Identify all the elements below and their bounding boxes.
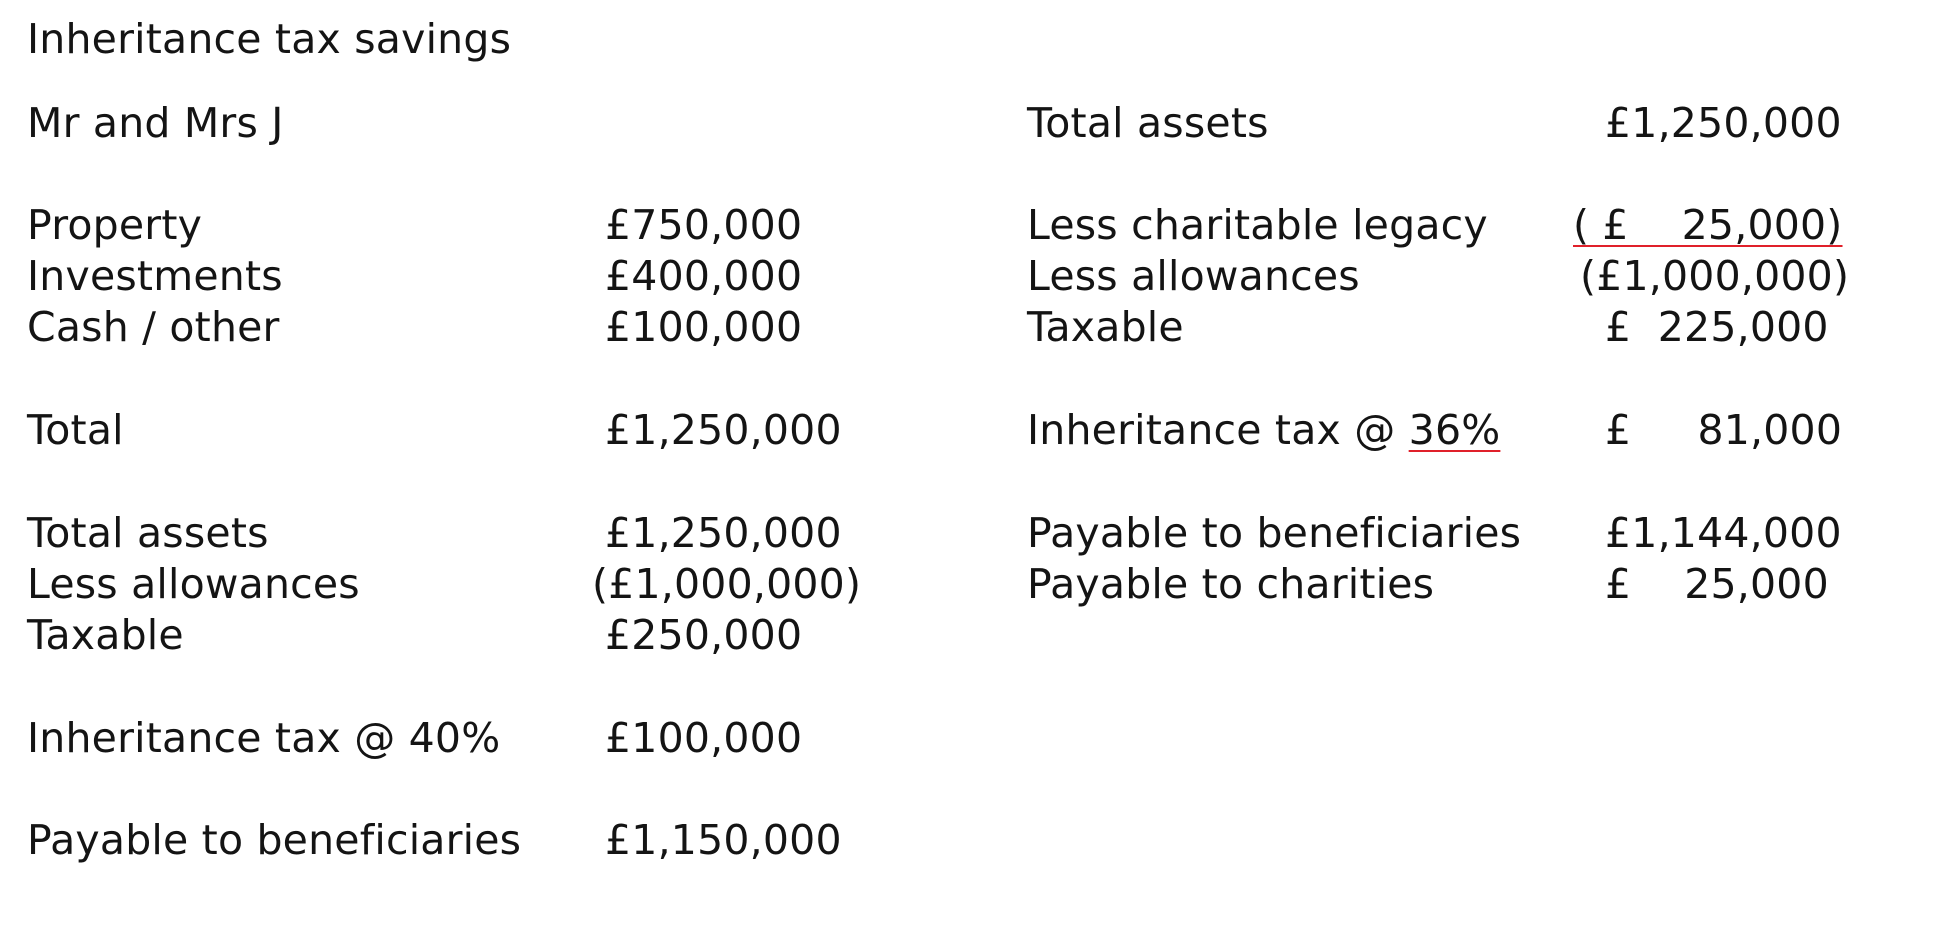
right-taxable-label: Taxable xyxy=(1027,303,1184,351)
asset-label-property: Property xyxy=(27,201,203,249)
tax-label: Inheritance tax @ 40% xyxy=(27,714,501,762)
calc-label-total-assets: Total assets xyxy=(27,509,269,557)
payable-label: Payable to beneficiaries xyxy=(27,816,522,864)
right-charitable-legacy-label: Less charitable legacy xyxy=(1027,201,1488,249)
total-label: Total xyxy=(27,406,124,454)
right-taxable-value: £ 225,000 xyxy=(1605,303,1829,351)
right-payable-beneficiaries-value: £1,144,000 xyxy=(1605,509,1842,557)
asset-value-investments: £400,000 xyxy=(605,252,803,300)
calc-label-less-allowances: Less allowances xyxy=(27,560,360,608)
calc-value-total-assets: £1,250,000 xyxy=(605,509,842,557)
right-total-assets-value: £1,250,000 xyxy=(1605,99,1842,147)
right-tax-rate: 36% xyxy=(1408,406,1501,454)
payable-value: £1,150,000 xyxy=(605,816,842,864)
right-total-assets-label: Total assets xyxy=(1027,99,1269,147)
right-less-allowances-label: Less allowances xyxy=(1027,252,1360,300)
asset-label-cash: Cash / other xyxy=(27,303,280,351)
right-payable-charities-label: Payable to charities xyxy=(1027,560,1435,608)
client-name: Mr and Mrs J xyxy=(27,99,284,147)
asset-value-cash: £100,000 xyxy=(605,303,803,351)
asset-value-property: £750,000 xyxy=(605,201,803,249)
right-tax-value: £ 81,000 xyxy=(1605,406,1843,454)
right-tax-label xyxy=(1027,405,1500,455)
calc-value-less-allowances: (£1,000,000) xyxy=(592,560,862,608)
right-tax-label-text: Inheritance tax @ xyxy=(1027,406,1409,454)
document-title: Inheritance tax savings xyxy=(27,15,512,63)
calc-label-taxable: Taxable xyxy=(27,611,184,659)
right-charitable-legacy-value: ( £ 25,000) xyxy=(1573,201,1843,249)
tax-value: £100,000 xyxy=(605,714,803,762)
total-value: £1,250,000 xyxy=(605,406,842,454)
right-payable-charities-value: £ 25,000 xyxy=(1605,560,1829,608)
asset-label-investments: Investments xyxy=(27,252,283,300)
right-payable-beneficiaries-label: Payable to beneficiaries xyxy=(1027,509,1522,557)
right-less-allowances-value: (£1,000,000) xyxy=(1580,252,1850,300)
calc-value-taxable: £250,000 xyxy=(605,611,803,659)
